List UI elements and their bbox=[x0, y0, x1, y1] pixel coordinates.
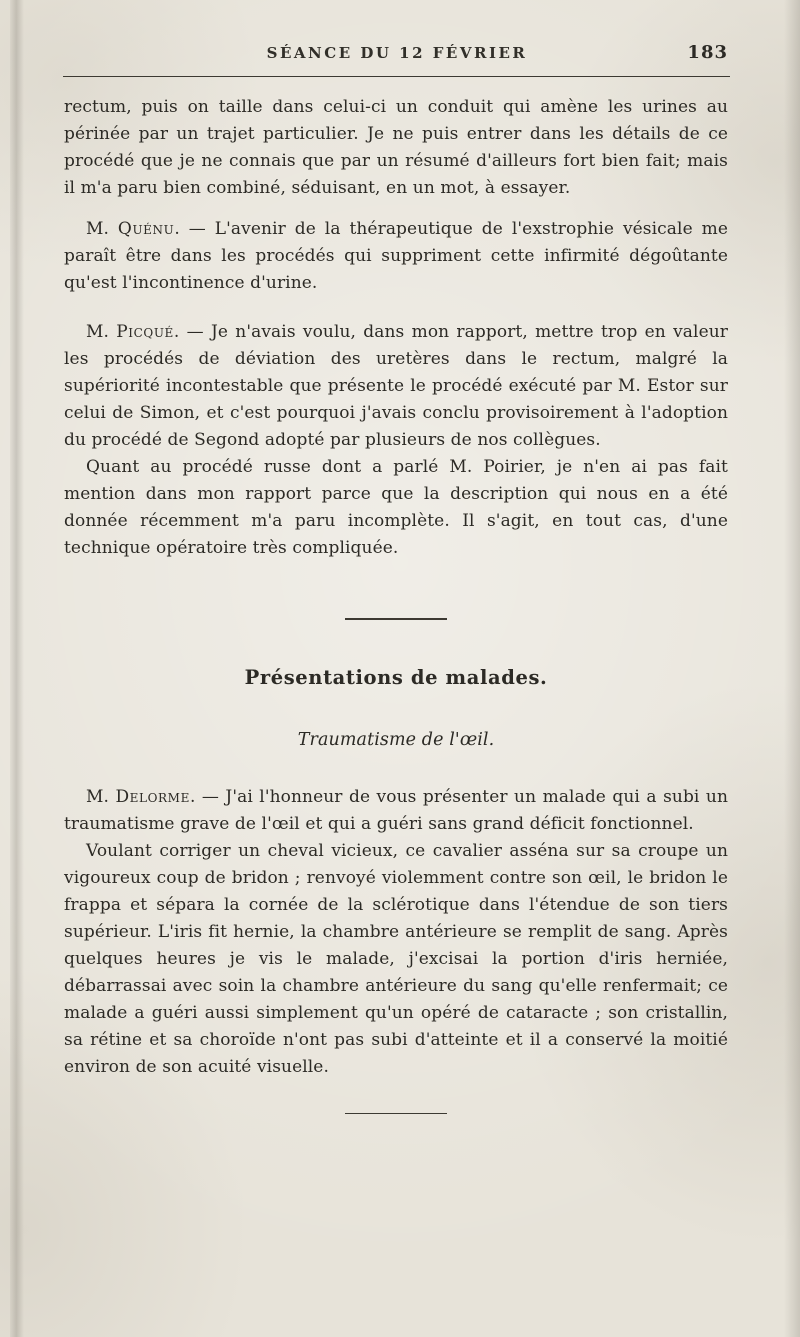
speaker-prefix: M. bbox=[86, 786, 116, 807]
section-subheading: Traumatisme de l'œil. bbox=[297, 729, 495, 750]
paragraph-quenu bbox=[64, 216, 728, 297]
header-rule bbox=[63, 76, 730, 77]
speaker-name-delorme: Delorme bbox=[115, 786, 190, 807]
speaker-name-picque: Picqué bbox=[116, 322, 174, 342]
page-header bbox=[64, 44, 730, 70]
speaker-prefix: M. bbox=[86, 322, 117, 342]
paragraph-delorme bbox=[64, 784, 728, 838]
page-number: 183 bbox=[687, 42, 728, 63]
speech-text: . — L'avenir de la thérapeutique de l'exstrophie vésicale me paraît être dans les procédés qui suppriment cette infirmité dégoûtante qu'est l'incontinence d'urine. bbox=[64, 219, 729, 293]
paragraph-picque bbox=[64, 319, 728, 454]
speech-text: . — Je n'avais voulu, dans mon rapport, mettre trop en valeur les procédés de déviation des uretères dans le rectum, malgré la supériorité incontestable que présente le procédé exécuté par M. Estor sur celui de Simon, et c'est pourquoi j'avais conclu provisoirement à l'adoption du procédé de Segond adopté par plusieurs de nos collègues. bbox=[64, 322, 728, 450]
section-heading: Présentations de malades. bbox=[244, 665, 548, 689]
speaker-name-quenu: Quénu bbox=[117, 219, 175, 239]
bottom-divider bbox=[345, 1113, 447, 1115]
paragraph-delorme-2: Voulant corriger un cheval vicieux, ce cavalier asséna sur sa croupe un vigoureux coup de bridon ; renvoyé violemment contre son œil, le bridon le frappa et sépara la cornée de la sclérotique dans l'étendue de son tiers supérieur. L'iris fit hernie, la chambre antérieure se remplit de sang. Après quelques heures je vis le malade, j'excisai la portion d'iris herniée, débarrassai avec soin la chambre antérieure du sang qu'elle renfermait; ce malade a guéri aussi simplement qu'un opéré de cataracte ; son cristallin, sa rétine et sa choroïde n'ont pas subi d'atteinte et il a conservé la moitié environ de son acuité visuelle. bbox=[64, 840, 728, 1077]
speech-text: . — J'ai l'honneur de vous présenter un malade qui a subi un traumatisme grave de l'œil et qui a guéri sans grand déficit fonctionnel. bbox=[64, 786, 729, 834]
page-body bbox=[64, 94, 728, 1114]
section-divider bbox=[345, 618, 447, 620]
paragraph-picque-2: Quant au procédé russe dont a parlé M. Poirier, je n'en ai pas fait mention dans mon rapport parce que la description qui nous en a été donnée récemment m'a paru incomplète. Il s'agit, en tout cas, d'une technique opératoire très compliquée. bbox=[64, 457, 728, 558]
speaker-prefix: M. bbox=[86, 219, 118, 239]
paragraph-continuation: rectum, puis on taille dans celui-ci un conduit qui amène les urines au périnée par un trajet particulier. Je ne puis entrer dans les détails de ce procédé que je ne connais que par un résumé d'ailleurs fort bien fait; mais il m'a paru bien combiné, séduisant, en un mot, à essayer. bbox=[64, 97, 728, 198]
running-title: SÉANCE DU 12 FÉVRIER bbox=[266, 44, 528, 62]
